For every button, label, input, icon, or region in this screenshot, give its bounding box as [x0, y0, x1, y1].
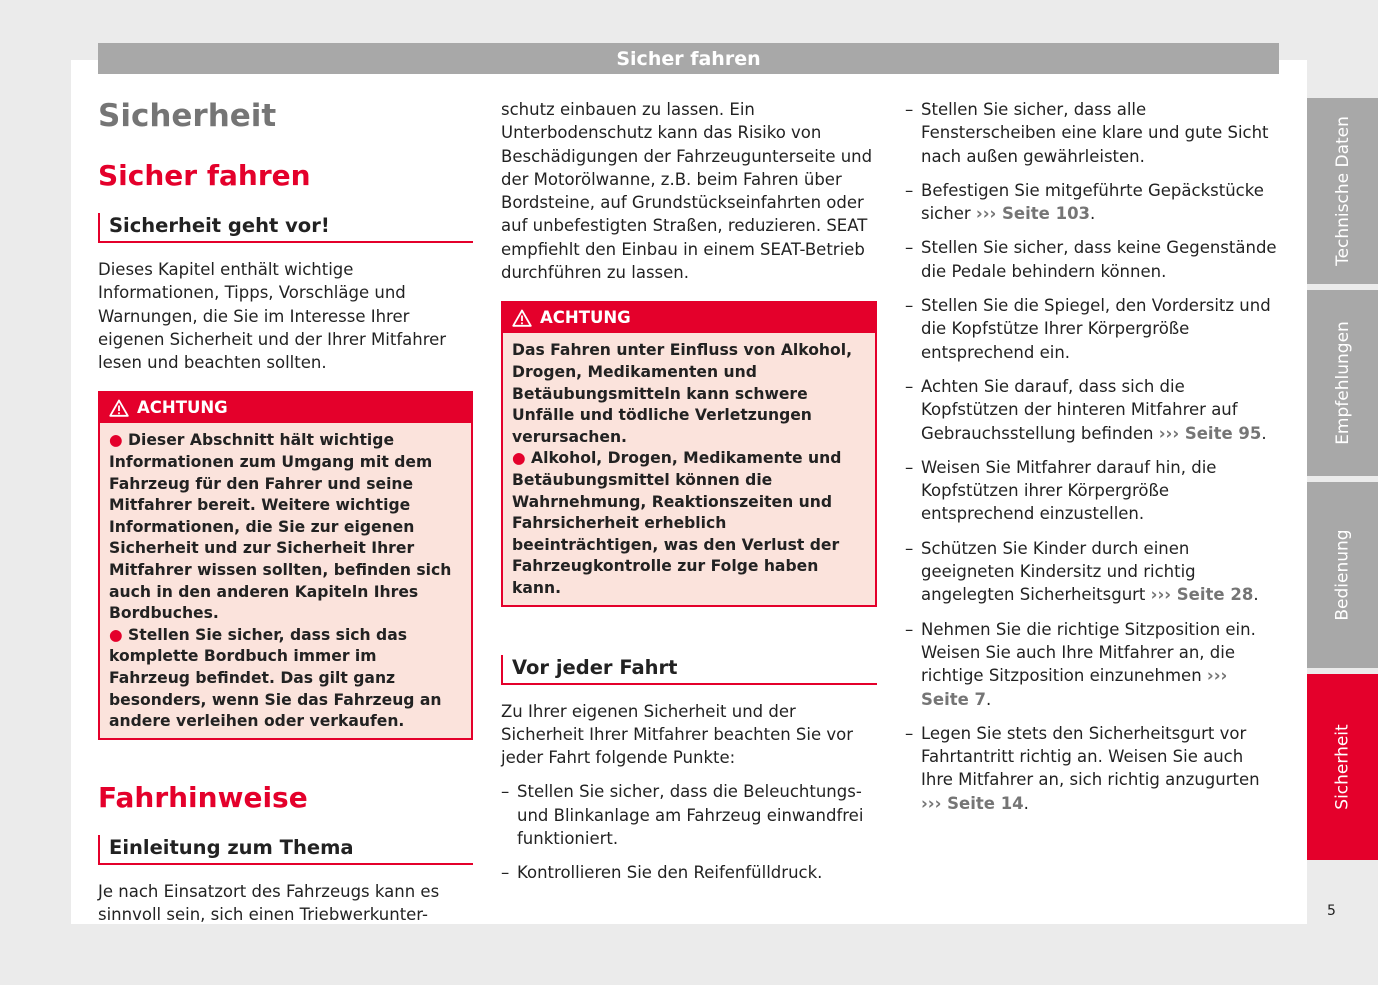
running-header: Sicher fahren: [98, 43, 1279, 74]
list-item: – Achten Sie darauf, dass sich die Kopfstützen der hinteren Mitfahrer auf Gebrauchsstellung befinden ››› Seite 95.: [905, 375, 1280, 445]
tab-empfehlungen[interactable]: Empfehlungen: [1307, 290, 1378, 476]
checklist: [501, 780, 877, 884]
warning-item: ● Dieser Abschnitt hält wichtige Informationen zum Umgang mit dem Fahrzeug für den Fahrer und seine Mitfahrer bereit. Weitere wichtige Informationen, die Sie zur eigenen Sicherheit und zur Sicherheit Ihrer Mitfahrer wissen sollten, befinden sich auch in den anderen Kapiteln Ihres Bordbuches.: [109, 431, 452, 623]
warning-item: ● Stellen Sie sicher, dass sich das komplette Bordbuch immer im Fahrzeug befindet. Das gilt ganz besonders, wenn Sie das Fahrzeug an andere verleihen oder verkaufen.: [109, 625, 442, 731]
bullet-icon: ●: [109, 431, 129, 450]
bullet-icon: ●: [109, 625, 129, 644]
list-item: – Nehmen Sie die richtige Sitzposition ein. Weisen Sie auch Ihre Mitfahrer an, die richtige Sitzposition einzunehmen ››› Seite 7.: [905, 618, 1280, 711]
column-2: [501, 98, 877, 896]
page-reference-link[interactable]: ››› Seite 103: [975, 204, 1091, 224]
page-reference-link[interactable]: ››› Seite 14: [921, 793, 1024, 813]
tab-technische-daten[interactable]: Technische Daten: [1307, 98, 1378, 284]
subsection-title-einleitung: Einleitung zum Thema: [98, 835, 473, 865]
warning-box: [501, 301, 877, 606]
column-3: [905, 98, 1280, 826]
list-item: – Stellen Sie die Spiegel, den Vordersitz und die Kopfstütze Ihrer Körpergröße entsprechend ein.: [905, 294, 1280, 364]
page-reference-link[interactable]: ››› Seite 28: [1150, 585, 1254, 605]
warning-item: Das Fahren unter Einfluss von Alkohol, Drogen, Medikamenten und Betäubungsmitteln kann schwere Unfälle und tödliche Verletzungen verursachen.: [512, 341, 853, 446]
vor-jeder-fahrt-intro: Zu Ihrer eigenen Sicherheit und der Sicherheit Ihrer Mitfahrer beachten Sie vor jeder Fahrt folgende Punkte:: [501, 701, 854, 768]
list-item: – Kontrollieren Sie den Reifenfülldruck.: [501, 861, 877, 884]
page-reference-link[interactable]: ››› Seite 7: [921, 666, 1228, 709]
subsection-title: Sicherheit geht vor!: [98, 213, 473, 243]
tab-bedienung[interactable]: Bedienung: [1307, 482, 1378, 668]
continued-paragraph: schutz einbauen zu lassen. Ein Unterbodenschutz kann das Risiko von Beschädigungen der Fahrzeugunterseite und der Motorölwanne, z.B. beim Fahren über Bordsteine, auf Grundstückseinfahrten oder auf unbefestigten Straßen, reduzieren. SEAT empfiehlt den Einbau in einem SEAT-Betrieb durchführen zu lassen.: [501, 100, 873, 283]
intro-paragraph: Dieses Kapitel enthält wichtige Informationen, Tipps, Vorschläge und Warnungen, die Sie im Interesse Ihrer eigenen Sicherheit und der Ihrer Mitfahrer lesen und beachten sollten.: [98, 260, 447, 373]
list-item: – Befestigen Sie mitgeführte Gepäckstücke sicher ››› Seite 103.: [905, 179, 1280, 226]
list-item: – Schützen Sie Kinder durch einen geeigneten Kindersitz und richtig angelegten Sicherheitsgurt ››› Seite 28.: [905, 537, 1280, 607]
page-reference-link[interactable]: ››› Seite 95: [1158, 423, 1262, 443]
warning-triangle-icon: [109, 399, 129, 417]
warning-item: ● Alkohol, Drogen, Medikamente und Betäubungsmittel können die Wahrnehmung, Reaktionszeiten und Fahrsicherheit erheblich beeinträchtigen, was den Verlust der Fahrzeugkontrolle zur Folge haben kann.: [512, 449, 842, 597]
page-number: 5: [1327, 903, 1336, 919]
subsection-title-vor-jeder-fahrt: Vor jeder Fahrt: [501, 655, 877, 685]
einleitung-paragraph: Je nach Einsatzort des Fahrzeugs kann es sinnvoll sein, sich einen Triebwerkunter-: [98, 881, 440, 925]
warning-body: [100, 423, 471, 737]
warning-body: [503, 333, 875, 604]
warning-header: [503, 303, 875, 333]
list-item: – Legen Sie stets den Sicherheitsgurt vor Fahrtantritt richtig an. Weisen Sie auch Ihre Mitfahrer an, sich richtig anzugurten ››› Seite 14.: [905, 722, 1280, 815]
warning-title: ACHTUNG: [540, 308, 631, 328]
tab-sicherheit[interactable]: Sicherheit: [1307, 674, 1378, 860]
section-title: Sicher fahren: [98, 159, 311, 192]
column-1: [98, 96, 473, 926]
section-title-fahrhinweise: Fahrhinweise: [98, 780, 308, 814]
checklist-continued: [905, 98, 1280, 815]
list-item: – Stellen Sie sicher, dass alle Fensterscheiben eine klare und gute Sicht nach außen gewährleisten.: [905, 98, 1280, 168]
list-item: – Weisen Sie Mitfahrer darauf hin, die Kopfstützen ihrer Körpergröße entsprechend einzustellen.: [905, 456, 1280, 526]
warning-box: [98, 391, 473, 739]
list-item: – Stellen Sie sicher, dass die Beleuchtungs- und Blinkanlage am Fahrzeug einwandfrei funktioniert.: [501, 780, 877, 850]
warning-header: [100, 393, 471, 423]
warning-triangle-icon: [512, 309, 532, 327]
chapter-title: Sicherheit: [98, 98, 277, 134]
warning-title: ACHTUNG: [137, 398, 228, 418]
list-item: – Stellen Sie sicher, dass keine Gegenstände die Pedale behindern können.: [905, 236, 1280, 283]
bullet-icon: ●: [512, 449, 532, 468]
